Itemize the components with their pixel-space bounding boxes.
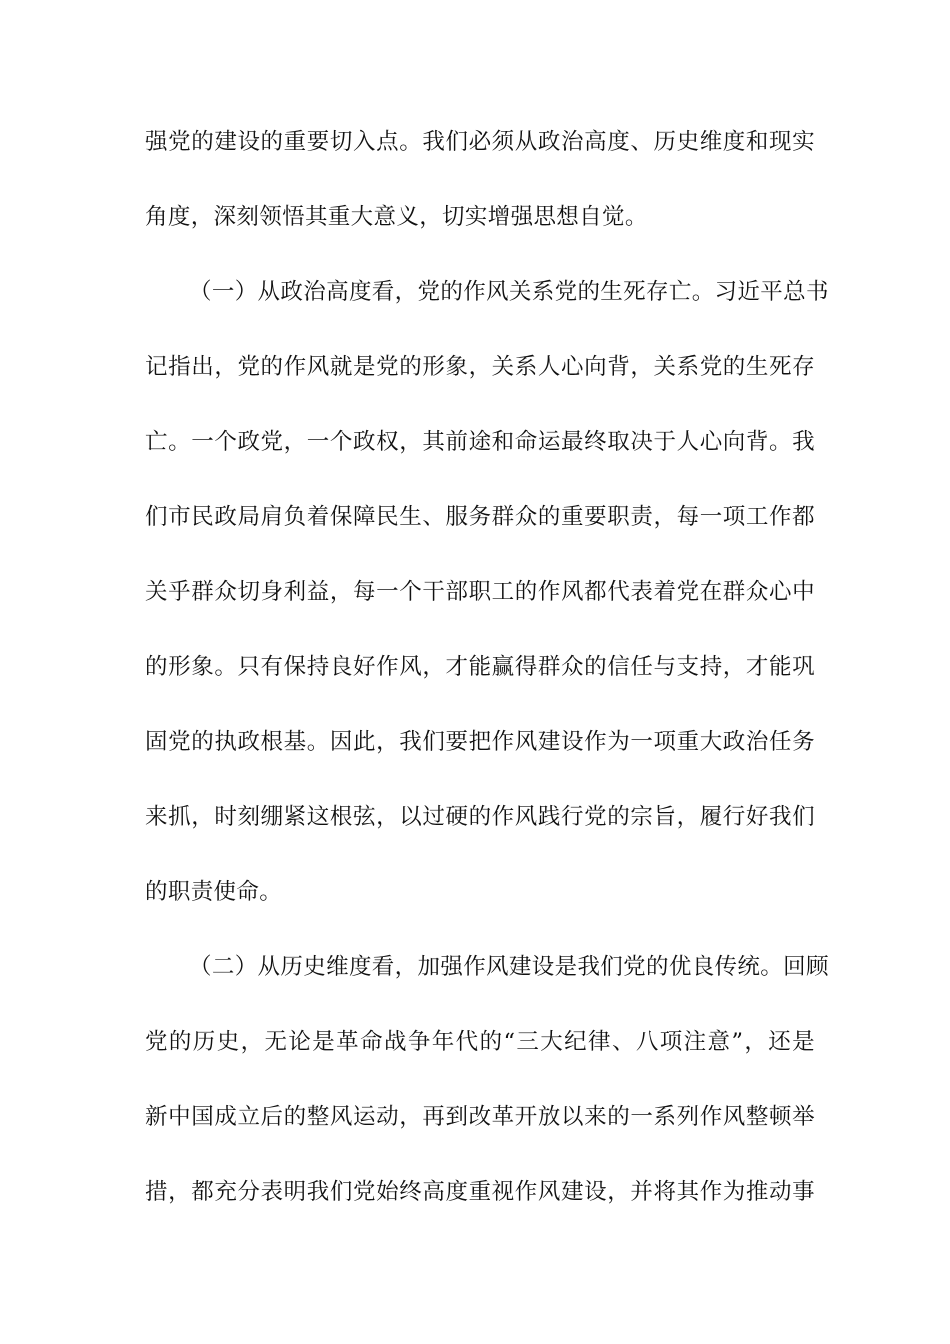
text-line: 记指出，党的作风就是党的形象，关系人心向背，关系党的生死存 (145, 354, 815, 380)
text-line: 们市民政局肩负着保障民生、服务群众的重要职责，每一项工作都 (145, 504, 815, 530)
paragraph-first-line: （二）从历史维度看，加强作风建设是我们党的优良传统。回顾 (189, 954, 829, 980)
text-line: 新中国成立后的整风运动，再到改革开放以来的一系列作风整顿举 (145, 1104, 815, 1130)
text-line: 来抓，时刻绷紧这根弦，以过硬的作风践行党的宗旨，履行好我们 (145, 804, 815, 830)
text-line: 的形象。只有保持良好作风，才能赢得群众的信任与支持，才能巩 (145, 654, 815, 680)
paragraph-first-line: （一）从政治高度看，党的作风关系党的生死存亡。习近平总书 (189, 279, 829, 305)
text-line: 措，都充分表明我们党始终高度重视作风建设，并将其作为推动事 (145, 1179, 815, 1205)
text-line: 固党的执政根基。因此，我们要把作风建设作为一项重大政治任务 (145, 729, 815, 755)
text-line: 的职责使命。 (145, 879, 283, 905)
text-line: 关乎群众切身利益，每一个干部职工的作风都代表着党在群众心中 (145, 579, 815, 605)
text-line: 亡。一个政党，一个政权，其前途和命运最终取决于人心向背。我 (145, 429, 815, 455)
text-line: 党的历史，无论是革命战争年代的“三大纪律、八项注意”，还是 (145, 1029, 815, 1055)
text-line: 角度，深刻领悟其重大意义，切实增强思想自觉。 (145, 204, 648, 230)
text-line: 强党的建设的重要切入点。我们必须从政治高度、历史维度和现实 (145, 129, 815, 155)
